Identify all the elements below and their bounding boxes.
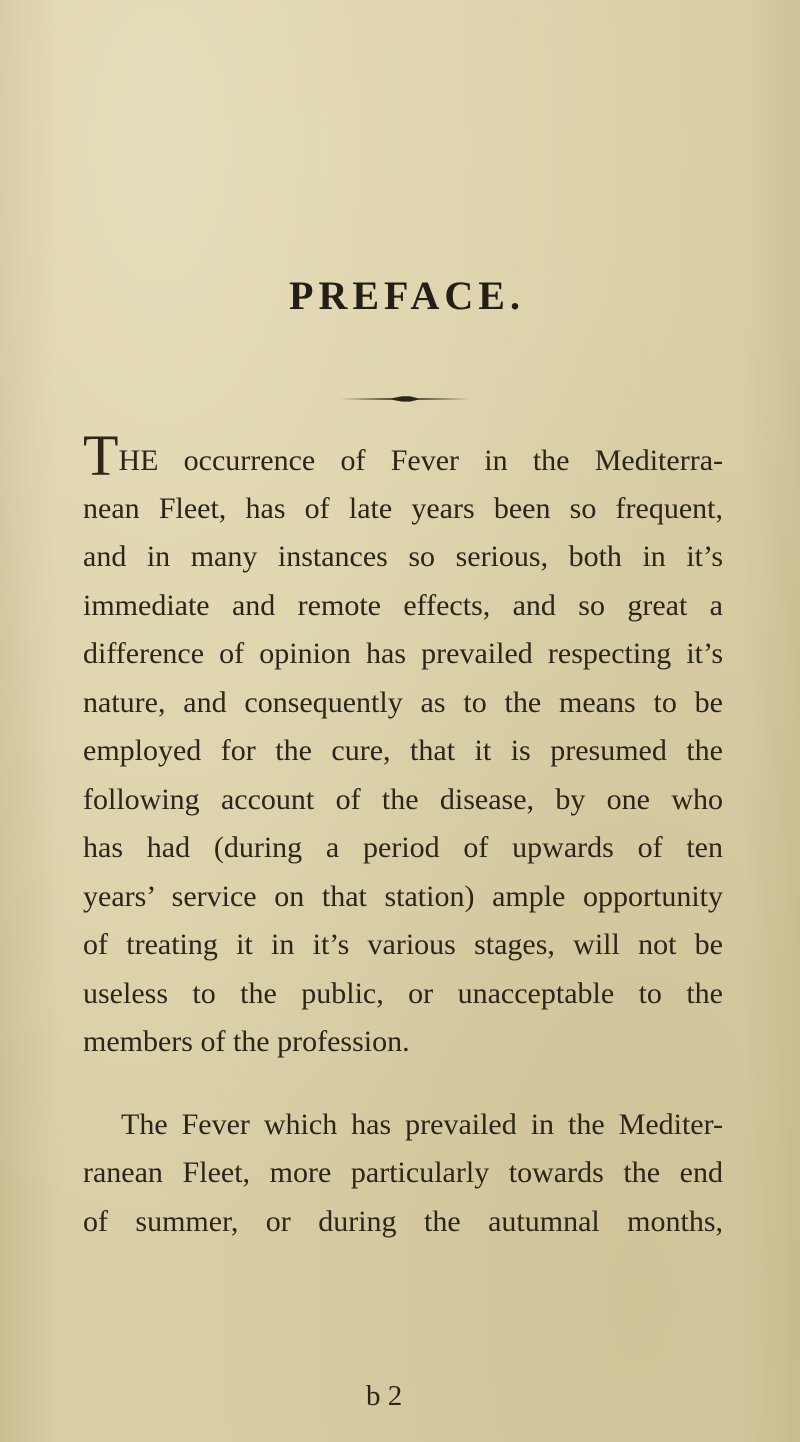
paragraph-line: immediate and remote effects, and so great a (83, 588, 723, 622)
paragraph-line: has had (during a period of upwards of ten (83, 831, 723, 864)
paragraph-line: members of the profession. (83, 1025, 410, 1058)
paragraph-gap (83, 1067, 723, 1101)
signature-mark: b 2 (366, 1380, 403, 1412)
paragraph-line: years’ service on that station) ample opportunity (83, 879, 723, 913)
paragraph-line: ranean Fleet, more particularly towards the end (83, 1156, 723, 1189)
paragraph-line: of treating it in it’s various stages, will not be (83, 928, 723, 961)
paragraph-line: following account of the disease, by one who (83, 782, 723, 816)
paragraph-line: THE occurrence of Fever in the Mediterra- (83, 423, 723, 488)
paragraph-line: nean Fleet, has of late years been so frequent, (83, 491, 723, 525)
paragraph-line: employed for the cure, that it is presumed the (83, 734, 723, 767)
drop-cap: T (83, 423, 119, 488)
paragraph-line: The Fever which has prevailed in the Mediter- (121, 1107, 723, 1141)
ornamental-rule (340, 395, 470, 403)
paragraph-line: useless to the public, or unacceptable to the (83, 976, 723, 1010)
body-text (83, 423, 723, 1246)
paragraph-line: and in many instances so serious, both in it’s (83, 540, 723, 573)
paragraph-line: nature, and consequently as to the means to be (83, 685, 723, 719)
paragraph-line: of summer, or during the autumnal months, (83, 1204, 723, 1238)
paragraph-line: difference of opinion has prevailed respecting it’s (83, 637, 723, 670)
page-title: PREFACE. (289, 273, 525, 318)
